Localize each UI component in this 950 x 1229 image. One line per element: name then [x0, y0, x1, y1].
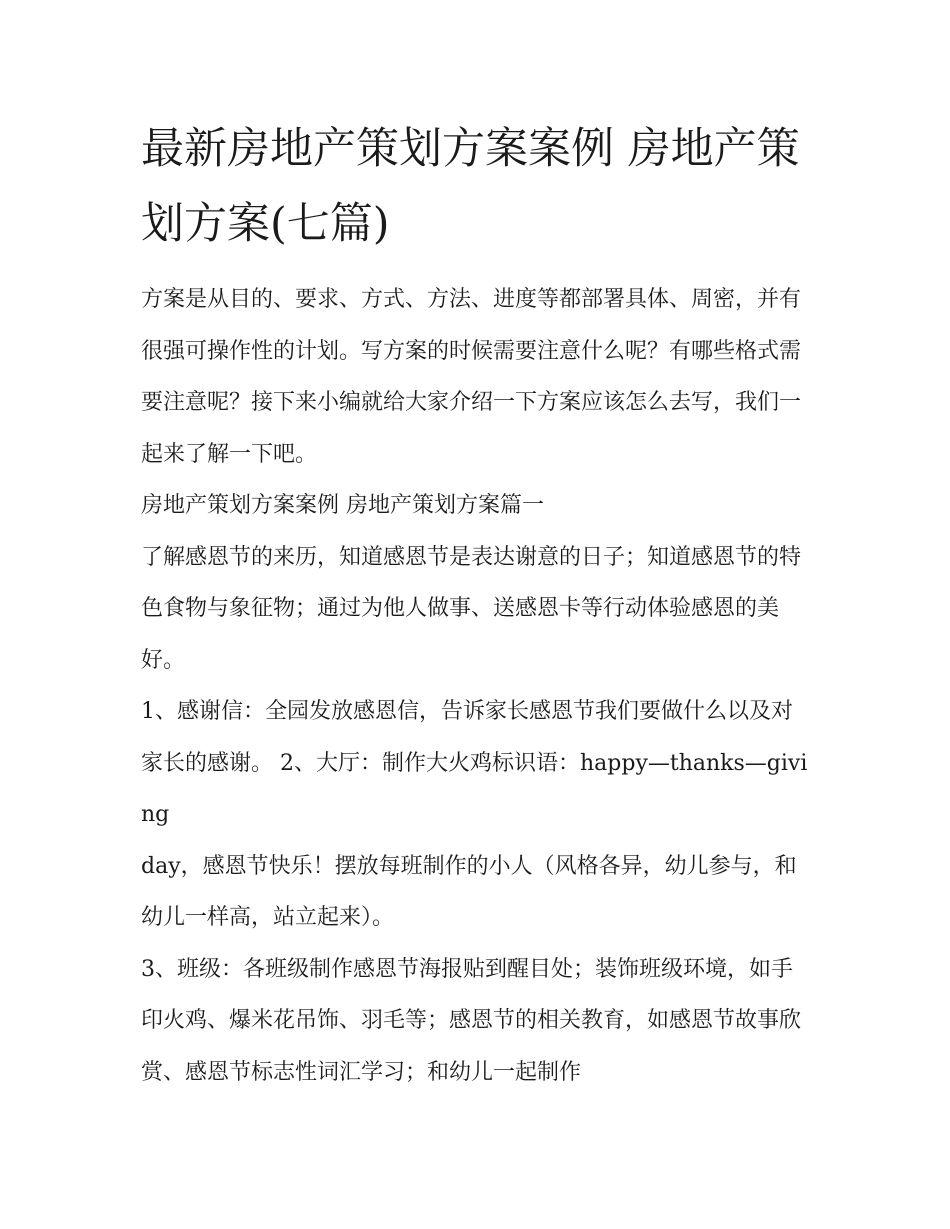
- document-body: [141, 112, 813, 1098]
- list-item-2-continued: day，感恩节快乐！摆放每班制作的小人（风格各异，幼儿参与，和幼儿一样高，站立起来）。: [141, 853, 797, 930]
- section-heading: 房地产策划方案案例 房地产策划方案篇一: [141, 493, 544, 518]
- document-title: 最新房地产策划方案案例 房地产策划方案(七篇): [141, 124, 800, 249]
- body-paragraph: 了解感恩节的来历，知道感恩节是表达谢意的日子；知道感恩节的特色食物与象征物；通过为他人做事、送感恩卡等行动体验感恩的美好。: [141, 544, 802, 673]
- list-item-3: 3、班级：各班级制作感恩节海报贴到醒目处；装饰班级环境，如手印火鸡、爆米花吊饰、羽毛等；感恩节的相关教育，如感恩节故事欣赏、感恩节标志性词汇学习；和幼儿一起制作: [141, 956, 802, 1085]
- intro-paragraph: 方案是从目的、要求、方式、方法、进度等都部署具体、周密，并有很强可操作性的计划。写方案的时候需要注意什么呢？有哪些格式需要注意呢？接下来小编就给大家介绍一下方案应该怎么去写，我们一起来了解一下吧。: [141, 287, 802, 467]
- list-item-1-2: 1、感谢信：全园发放感恩信，告诉家长感恩节我们要做什么以及对家长的感谢。 2、大厅：制作大火鸡标识语：happy—thanks—giving: [141, 699, 808, 827]
